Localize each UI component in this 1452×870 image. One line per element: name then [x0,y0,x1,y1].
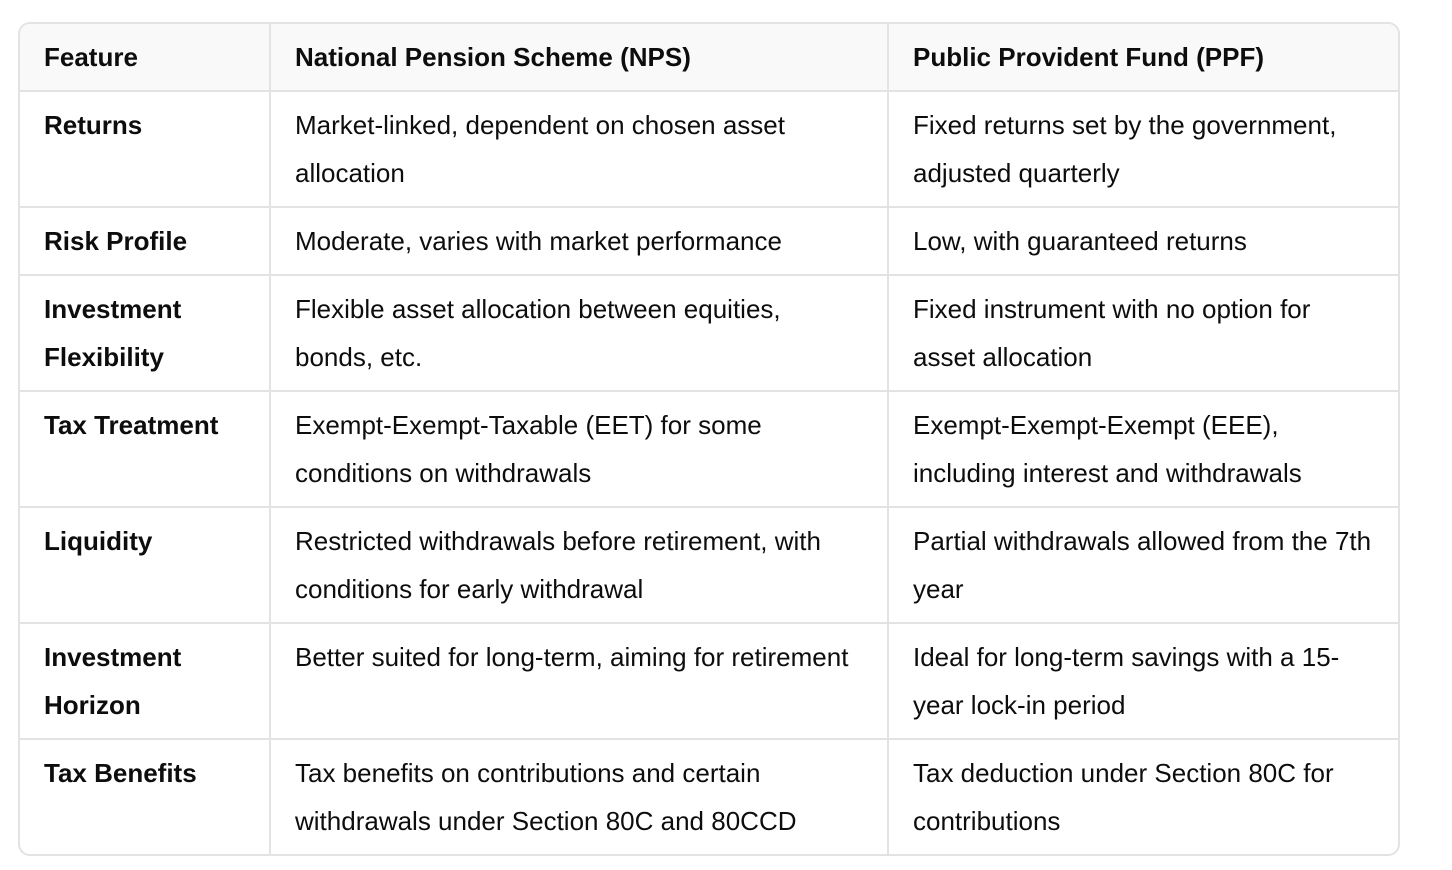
table-body [20,91,1398,854]
row-feature: Liquidity [20,507,270,623]
row-nps: Market-linked, dependent on chosen asset allocation [270,91,888,207]
row-feature: Risk Profile [20,207,270,275]
header-row [20,24,1398,91]
row-nps: Tax benefits on contributions and certain withdrawals under Section 80C and 80CCD [270,739,888,854]
row-feature: Investment Horizon [20,623,270,739]
row-nps: Restricted withdrawals before retirement, with conditions for early withdrawal [270,507,888,623]
row-feature: Investment Flexibility [20,275,270,391]
header-ppf: Public Provident Fund (PPF) [888,24,1398,91]
header-nps: National Pension Scheme (NPS) [270,24,888,91]
table-row [20,623,1398,739]
row-feature: Tax Treatment [20,391,270,507]
comparison-table [20,24,1398,854]
header-feature: Feature [20,24,270,91]
row-nps: Exempt-Exempt-Taxable (EET) for some conditions on withdrawals [270,391,888,507]
row-ppf: Tax deduction under Section 80C for contributions [913,758,1334,836]
table-header [20,24,1398,91]
row-ppf: Ideal for long-term savings with a 15-year lock-in period [888,623,1398,739]
row-feature: Tax Benefits [20,739,270,854]
row-ppf: Fixed returns set by the government, adjusted quarterly [888,91,1398,207]
row-ppf: Fixed instrument with no option for asset allocation [888,275,1398,391]
row-nps: Moderate, varies with market performance [270,207,888,275]
row-nps: Better suited for long-term, aiming for retirement [270,623,888,739]
row-ppf: Exempt-Exempt-Exempt (EEE), including interest and withdrawals [888,391,1398,507]
row-nps: Flexible asset allocation between equities, bonds, etc. [270,275,888,391]
row-ppf: Partial withdrawals allowed from the 7th year [888,507,1398,623]
row-feature: Returns [20,91,270,207]
comparison-table-container [18,22,1400,856]
table-row [20,275,1398,391]
table-row [20,739,1398,854]
row-ppf: Low, with guaranteed returns [888,207,1398,275]
table-row [20,91,1398,207]
table-row [20,391,1398,507]
table-row [20,207,1398,275]
table-row [20,507,1398,623]
